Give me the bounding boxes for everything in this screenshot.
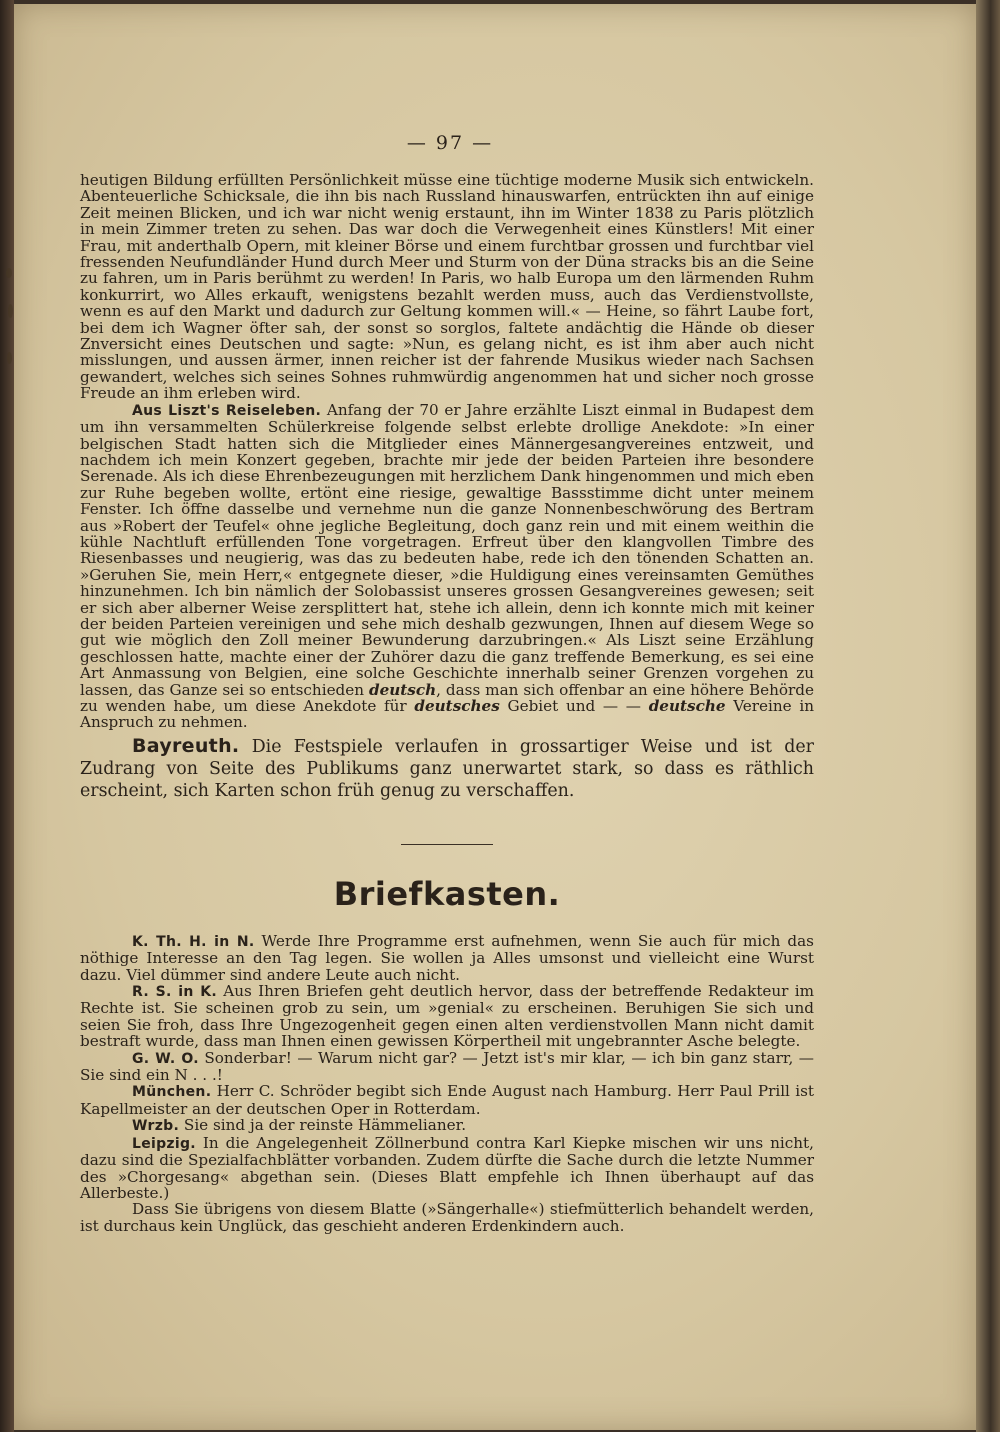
section-heading: Briefkasten. <box>333 874 561 913</box>
letter-entry <box>80 1083 814 1117</box>
emphasis: deutsches <box>414 697 500 715</box>
letter-entry <box>80 1201 814 1234</box>
binding-mark <box>8 304 13 318</box>
letter-text: In die Angelegenheit Zöllnerbund contra Karl Kiepke mischen wir uns nicht, dazu sind die Spezialfachblätter vorbanden. Zudem dürfte die Sache durch die letzte Nummer des »Chorgesang« abgethan sein. (Dieses Blatt empfehle ich Ihnen überhaupt auf das Allerbeste.) <box>80 1133 814 1202</box>
page-edges <box>976 0 1000 1432</box>
letter-recipient: Leipzig. <box>132 1135 196 1152</box>
paragraph-lead: Bayreuth. <box>132 734 240 757</box>
letter-recipient: München. <box>132 1084 212 1101</box>
section-divider <box>401 844 493 845</box>
letter-entry <box>80 1050 814 1084</box>
paragraph-text: , dass man sich offenbar an eine höhere Behörde zu wenden habe, um diese Anekdote für <box>80 680 814 715</box>
paragraph-text: Gebiet und — — <box>499 697 649 715</box>
emphasis: deutsche <box>648 697 726 715</box>
binding-mark <box>7 352 12 364</box>
paragraph-text: Anfang der 70 er Jahre erzählte Liszt einmal in Budapest dem um ihn versammelten Schülerkreise folgende selbst erlebte drollige Anekdote: »In einer belgischen Stadt hatten sich die Mitglieder eines Männergesangvereines entzweit, und nachdem ich mein Konzert gegeben, brachte mir jede der beiden Parteien ihre besondere Serenade. Als ich diese Ehrenbezeugungen mit herzlichem Dank hingenommen und mich eben zur Ruhe begeben wollte, ertönt eine riesige, gewaltige Bassstimme dicht unter meinem Fenster. Ich öffne dasselbe und vernehme nun die ganze Nonnenbeschwörung des Bertram aus »Robert der Teufel« ohne jegliche Begleitung, doch ganz rein und mit einem weithin die kühle Nachtluft erfüllenden Tone vorgetragen. Erfreut über den klangvollen Timbre des Riesenbasses und neugierig, was das zu bedeuten habe, rede ich den tönenden Schatten an. »Geruhen Sie, mein Herr,« entgegnete dieser, »die Huldigung eines vereinsamten Gemüthes hinzunehmen. Ich bin nämlich der Solobassist unseres grossen Gesangvereines gewesen; seit er sich aber alberner Weise zersplittert hat, stehe ich allein, denn ich konnte mich mit keiner der beiden Parteien vereinigen und sehe mich deshalb gezwungen, Ihnen auf diesem Wege so gut wie möglich den Zoll meiner Bewunderung darzubringen.« Als Liszt seine Erzählung geschlossen hatte, machte einer der Zuhörer dazu die ganz treffende Bemerkung, es sei eine Art Anmassung von Belgien, eine solche Geschichte innerhalb seiner Grenzen vorgehen zu lassen, das Ganze sei so entschieden <box>80 400 814 699</box>
letter-text: Dass Sie übrigens von diesem Blatte (»Sängerhalle«) stiefmütterlich behandelt werden, ist durchaus kein Unglück, das geschieht anderen Erdenkindern auch. <box>80 1200 814 1235</box>
letter-text: Aus Ihren Briefen geht deutlich hervor, dass der betreffende Redakteur im Rechte ist. Sie scheinen grob zu sein, um »genial« zu erscheinen. Beruhigen Sie sich und seien Sie froh, dass Ihre Ungezogenheit gegen einen alten verdienstvollen Mann nicht damit bestraft wurde, dass man Ihnen einen gewissen Körpertheil mit ungebrannter Asche belegte. <box>80 982 814 1051</box>
paragraph-text: heutigen Bildung erfüllten Persönlichkeit müsse eine tüchtige moderne Musik sich entwickeln. Abenteuerliche Schicksale, die ihn bis nach Russland hinauswarfen, entrückten ihn auf einige Zeit meinen Blicken, und ich war nicht wenig erstaunt, ihn im Winter 1838 zu Paris plötzlich in mein Zimmer treten zu sehen. Das war doch die Verwegenheit eines Künstlers! Mit einer Frau, mit anderthalb Opern, mit kleiner Börse und einem furchtbar grossen und furchtbar viel fressenden Neufundländer Hund durch Meer und Sturm von der Düna stracks bis an die Seine zu fahren, um in Paris berühmt zu werden! In Paris, wo halb Europa um den lärmenden Ruhm konkurrirt, wo Alles erkauft, wenigstens bezahlt werden muss, auch das Verdienstvollste, wenn es auf den Markt und dadurch zur Geltung kommen will.« — Heine, so fährt Laube fort, bei dem ich Wagner öfter sah, der sonst so sorglos, faltete andächtig die Hände ob dieser Znversicht eines Deutschen und sagte: »Nun, es gelang nicht, es ist ihm aber auch nicht misslungen, und aussen ärmer, innen reicher ist der fahrende Musikus wieder nach Sachsen gewandert, welches sich seines Sohnes ruhmwürdig angenommen hat und sicher noch grosse Freude an ihm erleben wird. <box>80 171 814 403</box>
letter-text: Sie sind ja der reinste Hämmelianer. <box>179 1116 467 1135</box>
paragraph-text: Vereine in Anspruch zu nehmen. <box>80 697 814 732</box>
letter-text: Werde Ihre Programme erst aufnehmen, wenn Sie auch für mich das nöthige Interesse an den Tag legen. Sie wollen ja Alles umsonst und vielleicht eine Wurst dazu. Viel dümmer sind andere Leute auch nicht. <box>80 931 814 984</box>
letter-recipient: Wrzb. <box>132 1118 180 1135</box>
paragraph-liszt <box>80 402 814 731</box>
emphasis: deutsch <box>368 680 437 699</box>
page-content <box>80 132 814 1234</box>
letter-text: Herr C. Schröder begibt sich Ende August nach Hamburg. Herr Paul Prill ist Kapellmeister an der deutschen Oper in Rotterdam. <box>80 1082 814 1118</box>
book-binding <box>0 0 14 1432</box>
paragraph-wagner <box>80 172 814 402</box>
page-number: — 97 — <box>406 132 494 154</box>
letter-entry <box>80 1135 814 1202</box>
paragraph-text: Die Festspiele verlaufen in grossartiger Weise und ist der Zudrang von Seite des Publikums ganz unerwartet stark, so dass es räthlich erscheint, sich Karten schon früh genug zu verschaffen. <box>80 736 814 801</box>
letter-entry <box>80 933 814 983</box>
letter-entry <box>80 1117 814 1134</box>
paragraph-bayreuth <box>80 735 814 802</box>
letter-recipient: R. S. in K. <box>132 984 217 1001</box>
letter-recipient: K. Th. H. in N. <box>132 933 255 950</box>
binding-mark <box>6 268 12 278</box>
scanned-page <box>14 4 976 1430</box>
letter-entry <box>80 983 814 1050</box>
paragraph-lead: Aus Liszt's Reiseleben. <box>132 402 322 419</box>
letter-text: Sonderbar! — Warum nicht gar? — Jetzt ist's mir klar, — ich bin ganz starr, — Sie sind ein N . . .! <box>80 1048 814 1085</box>
letter-recipient: G. W. O. <box>132 1050 199 1067</box>
